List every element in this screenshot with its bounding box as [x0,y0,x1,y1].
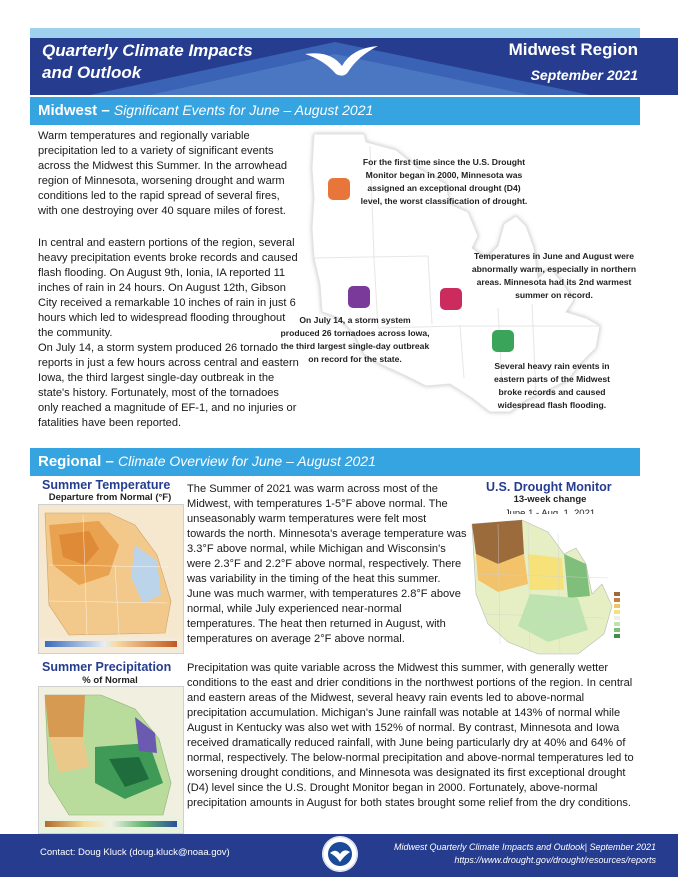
events-paragraph-1: Warm temperatures and regionally variable precipitation led to a variety of significant events across the Midwest this Summer. In the arrowhead region of Minnesota, worsening drought and warm conditions led to the rapid spread of several fires, with one destroying over 40 square miles of forest. [38,130,288,217]
footer-contact: Contact: Doug Kluck (doug.kluck@noaa.gov) [40,847,230,858]
callout-drought: For the first time since the U.S. Drought Monitor began in 2000, Minnesota was assigned an exceptional drought (D4) level, the worst classification of drought. [360,157,528,206]
noaa-logo-icon [322,836,358,872]
midwest-events-map [280,128,640,448]
header-light-band [30,28,640,38]
precipitation-percent-map [38,686,184,834]
callout-tornado: On July 14, a storm system produced 26 tornadoes across Iowa, the third largest single-day outbreak on record for the state. [280,315,430,364]
footer-url[interactable]: https://www.drought.gov/drought/resources/reports [454,855,656,865]
flood-icon [492,330,514,352]
drought-monitor-title: U.S. Drought Monitor [486,480,612,494]
callout-temperature: Temperatures in June and August were abnormally warm, especially in northern areas. Minnesota had its 2nd warmest summer on record. [471,251,637,300]
section-bar-strong: Midwest – [38,102,114,119]
thermometer-icon [440,288,462,310]
precip-panel-title: Summer Precipitation [42,660,172,674]
precipitation-paragraph: Precipitation was quite variable across the Midwest this summer, with generally wetter conditions to the east and drier conditions in the northwest portions of the region. In central and eastern areas of the Midwest, several heavy rain events led to above-normal precipitation accumulation. Michigan's June rainfall was notable at 143% of normal while August in Kentucky was also wet with 152% of normal. By contrast, Minnesota and Iowa received dramatically reduced rainfall, with June being particularly dry at 40% and 64% of normal, respectively. The below-normal precipitation and above-normal temperatures led to worsening drought conditions, and Minnesota was designated its first exceptional drought (D4) level since the U.S. Drought Monitor began in 2000. Fortunately, above-normal precipitation amounts in August for both states brought some relief from the dry conditions. [187,662,634,809]
section-bar-em-2: Climate Overview for June – August 2021 [118,453,376,469]
section-bar-regional-overview [30,448,640,476]
drought-legend [614,592,620,638]
header-date: September 2021 [530,67,638,83]
page-header [0,0,678,95]
header-title-line1: Quarterly Climate Impacts [42,41,253,60]
precip-panel-subtitle: % of Normal [82,675,138,686]
section-bar-strong-2: Regional – [38,453,119,470]
footer-report-title: Midwest Quarterly Climate Impacts and Outlook| September 2021 [394,842,656,852]
header-region: Midwest Region [508,40,638,59]
section-bar-em: Significant Events for June – August 2021 [113,102,374,118]
temp-panel-title: Summer Temperature [42,478,171,492]
section-bar-significant-events [30,97,640,125]
callout-flood: Several heavy rain events in eastern parts of the Midwest broke records and caused widespread flash flooding. [493,361,611,410]
bird-logo-icon [300,42,380,84]
temperature-departure-map [38,504,184,654]
page-footer [0,834,678,877]
temp-panel-subtitle: Departure from Normal (°F) [48,492,172,503]
drought-monitor-map [468,514,640,664]
header-title-line2: and Outlook [42,63,142,82]
events-paragraph-2: In central and eastern portions of the region, several heavy precipitation events broke records and caused flash flooding. On August 9th, Ionia, IA reported 11 inches of rain in 24 hours. On August 12th, Gibson City received a remarkable 10 inches of rain in just 6 hours which led to widespread flooding throughout the community. [38,237,298,339]
drought-monitor-sub1: 13-week change [513,494,587,505]
temperature-paragraph: The Summer of 2021 was warm across most of the Midwest, with temperatures 1-5°F above normal. The unseasonably warm temperatures were felt most towards the north. Minnesota's average temperature was 3.3°F above normal, while Michigan and Wisconsin's were 2.3°F and 2.2°F above normal, respectively. There was variability in the timing of the heat this summer. June was much warmer, with temperatures 2.8°F above normal, while July experienced near-normal temperatures. The heat then returned in August, with temperatures on average 2°F above normal. [187,483,467,645]
tornado-icon [348,286,370,308]
events-paragraph-3: On July 14, a storm system produced 26 tornado reports in just a few hours across central and eastern Iowa, the third largest single-day outbreak in the state's history. Fortunately, most of the tornadoes only reached a magnitude of EF-1, and no injuries or fatalities have been reported. [38,342,299,429]
fire-icon [328,178,350,200]
header-title [42,40,302,84]
